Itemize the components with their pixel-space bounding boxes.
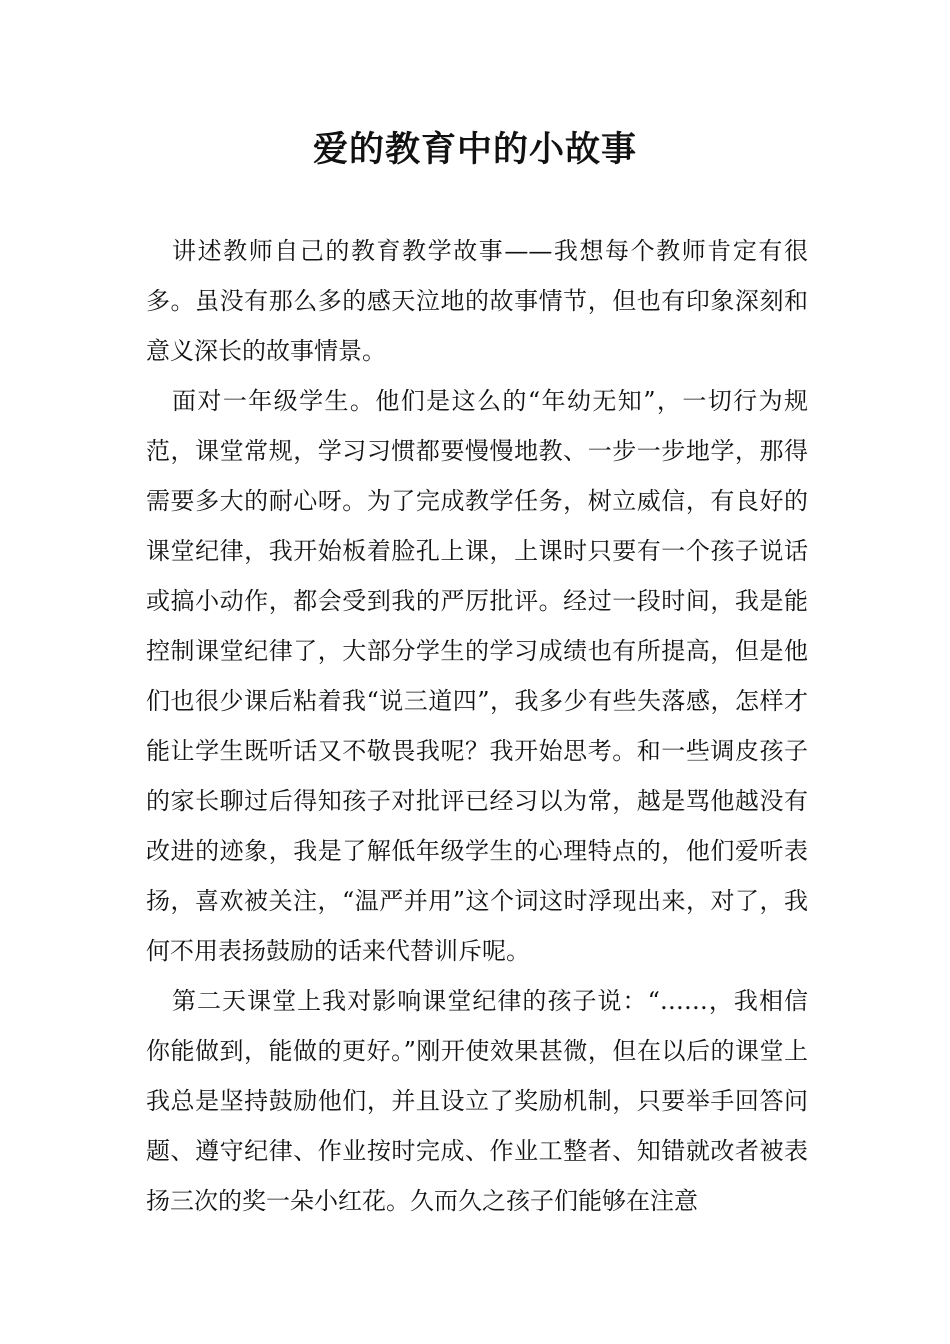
paragraph-3: 第二天课堂上我对影响课堂纪律的孩子说：“……，我相信你能做到，能做的更好。”刚开使效果甚微，但在以后的课堂上我总是坚持鼓励他们，并且设立了奖励机制，只要举手回答问题、遵守纪律、作业按时完成、作业工整者、知错就改者被表扬三次的奖一朵小红花。久而久之孩子们能够在注意	[146, 987, 808, 1215]
paragraph-2: 面对一年级学生。他们是这么的“年幼无知”，一切行为规范，课堂常规，学习习惯都要慢慢地教、一步一步地学，那得需要多大的耐心呀。为了完成教学任务，树立威信，有良好的课堂纪律，我开始板着脸孔上课，上课时只要有一个孩子说话或搞小动作，都会受到我的严厉批评。经过一段时间，我是能控制课堂纪律了，大部分学生的学习成绩也有所提高，但是他们也很少课后粘着我“说三道四”，我多少有些失落感，怎样才能让学生既听话又不敬畏我呢？我开始思考。和一些调皮孩子的家长聊过后得知孩子对批评已经习以为常，越是骂他越没有改进的迹象，我是了解低年级学生的心理特点的，他们爱听表扬，喜欢被关注，“温严并用”这个词这时浮现出来，对了，我何不用表扬鼓励的话来代替训斥呢。	[146, 387, 808, 965]
paragraph-1: 讲述教师自己的教育教学故事——我想每个教师肯定有很多。虽没有那么多的感天泣地的故事情节，但也有印象深刻和意义深长的故事情景。	[146, 237, 808, 365]
document-body	[146, 226, 808, 1226]
document-title: 爱的教育中的小故事	[312, 129, 637, 170]
